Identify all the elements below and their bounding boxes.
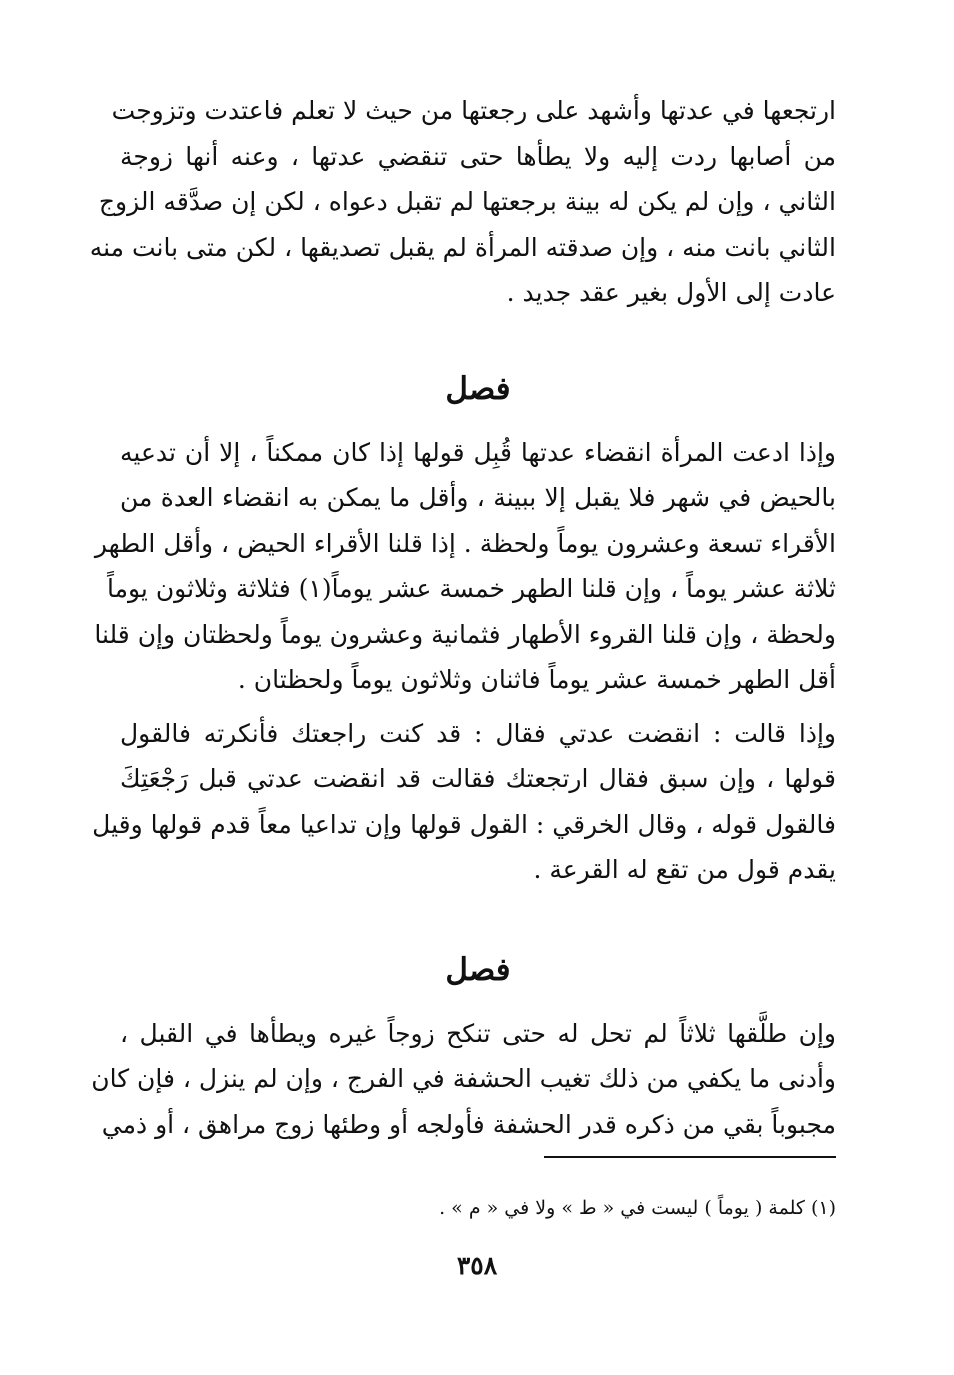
text-line: الأقراء تسعة وعشرون يوماً ولحظة . إذا قلنا الأقراء الحيض ، وأقل الطهر [94, 528, 836, 558]
text-line: مجبوباً بقي من ذكره قدر الحشفة فأولجه أو وطئها زوج مراهق ، أو ذمي [101, 1109, 836, 1139]
text-line: ولحظة ، وإن قلنا القروء الأطهار فثمانية وعشرون يوماً ولحظتان وإن قلنا [94, 619, 836, 649]
section-heading: فصل [445, 370, 511, 407]
text-line: الثاني ، وإن لم يكن له بينة برجعتها لم تقبل دعواه ، لكن إن صدَّقه الزوج [98, 187, 836, 216]
text-line: من أصابها ردت إليه ولا يطأها حتى تنقضي عدتها ، وعنه أنها زوجة [120, 141, 836, 171]
paragraph [91, 1011, 836, 1148]
text-line: قولها ، وإن سبق فقال ارتجعتك فقالت قد انقضت عدتي قبل رَجْعَتِكَ [120, 764, 836, 793]
page-number: ٣٥٨ [456, 1251, 498, 1280]
text-line: فالقول قوله ، وقال الخرقي : القول قولها وإن تداعيا معاً قدم قولها وقيل [92, 809, 836, 839]
text-line: الثاني بانت منه ، وإن صدقته المرأة لم يقبل تصديقها ، لكن متى بانت منه [89, 232, 836, 262]
paragraph [89, 88, 836, 316]
page-body [89, 88, 836, 1147]
text-line: وإذا ادعت المرأة انقضاء عدتها قُبِل قولها إذا كان ممكناً ، إلا أن تدعيه [120, 437, 836, 467]
text-line: أقل الطهر خمسة عشر يوماً فاثنان وثلاثون يوماً ولحظتان . [237, 665, 836, 694]
text-line: ثلاثة عشر يوماً ، وإن قلنا الطهر خمسة عشر يوماً(١) فثلاثة وثلاثون يوماً [106, 574, 836, 603]
paragraph [92, 711, 836, 893]
text-line: عادت إلى الأول بغير عقد جديد . [506, 278, 836, 307]
text-line: يقدم قول من تقع له القرعة . [533, 855, 836, 884]
text-line: بالحيض في شهر فلا يقبل إلا ببينة ، وأقل ما يمكن به انقضاء العدة من [120, 483, 836, 512]
text-line: وأدنى ما يكفي من ذلك تغيب الحشفة في الفرج ، وإن لم ينزل ، فإن كان [91, 1064, 836, 1093]
footnote-divider [544, 1156, 836, 1158]
text-line: وإن طلَّقها ثلاثاً لم تحل له حتى تنكح زوجاً غيره ويطأها في القبل ، [120, 1018, 836, 1048]
section-heading: فصل [445, 951, 511, 988]
paragraph [94, 430, 836, 703]
text-line: ارتجعها في عدتها وأشهد على رجعتها من حيث لا تعلم فاعتدت وتزوجت [111, 96, 836, 125]
text-line: وإذا قالت : انقضت عدتي فقال : قد كنت راجعتك فأنكرته فالقول [120, 718, 836, 748]
footnote: (١) كلمة ( يوماً ) ليست في « ط » ولا في « م » . [439, 1197, 836, 1219]
